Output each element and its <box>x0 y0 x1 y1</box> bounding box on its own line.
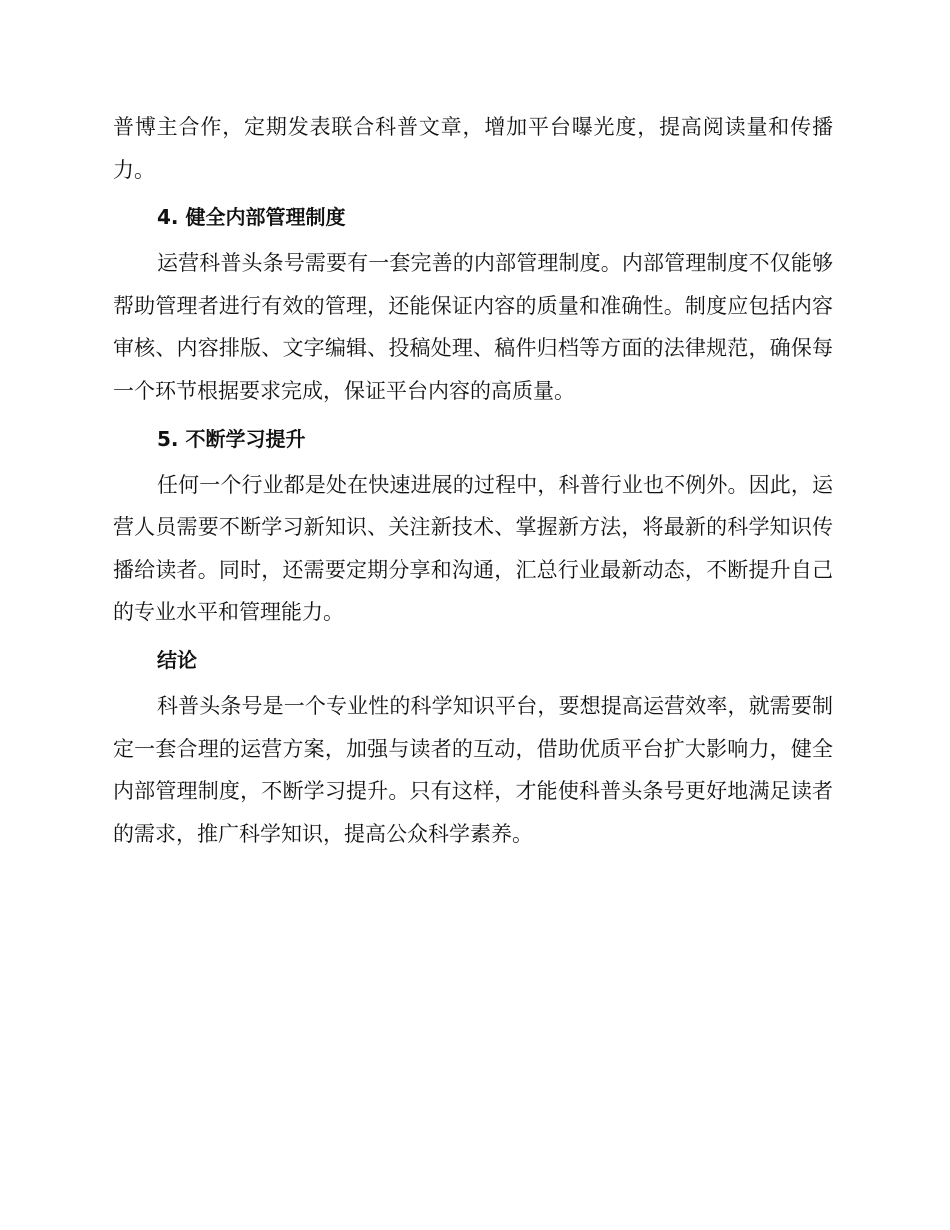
conclusion-heading: 结论 <box>157 647 197 672</box>
section-heading-4: 4. 健全内部管理制度 <box>157 205 346 230</box>
paragraph-continued: 普博主合作，定期发表联合科普文章，增加平台曝光度，提高阅读量和传播力。 <box>113 115 833 182</box>
paragraph-management-system: 运营科普头条号需要有一套完善的内部管理制度。内部管理制度不仅能够帮助管理者进行有效的管理，还能保证内容的质量和准确性。制度应包括内容审核、内容排版、文字编辑、投稿处理、稿件归档等方面的法律规范，确保每一个环节根据要求完成，保证平台内容的高质量。 <box>113 251 833 403</box>
paragraph-conclusion: 科普头条号是一个专业性的科学知识平台，要想提高运营效率，就需要制定一套合理的运营方案，加强与读者的互动，借助优质平台扩大影响力，健全内部管理制度，不断学习提升。只有这样，才能使科普头条号更好地满足读者的需求，推广科学知识，提高公众科学素养。 <box>113 693 833 846</box>
paragraph-continuous-learning: 任何一个行业都是处在快速进展的过程中，科普行业也不例外。因此，运营人员需要不断学习新知识、关注新技术、掌握新方法，将最新的科学知识传播给读者。同时，还需要定期分享和沟通，汇总行业最新动态，不断提升自己的专业水平和管理能力。 <box>113 472 833 625</box>
section-heading-5: 5. 不断学习提升 <box>157 426 306 451</box>
document-body <box>113 106 833 855</box>
